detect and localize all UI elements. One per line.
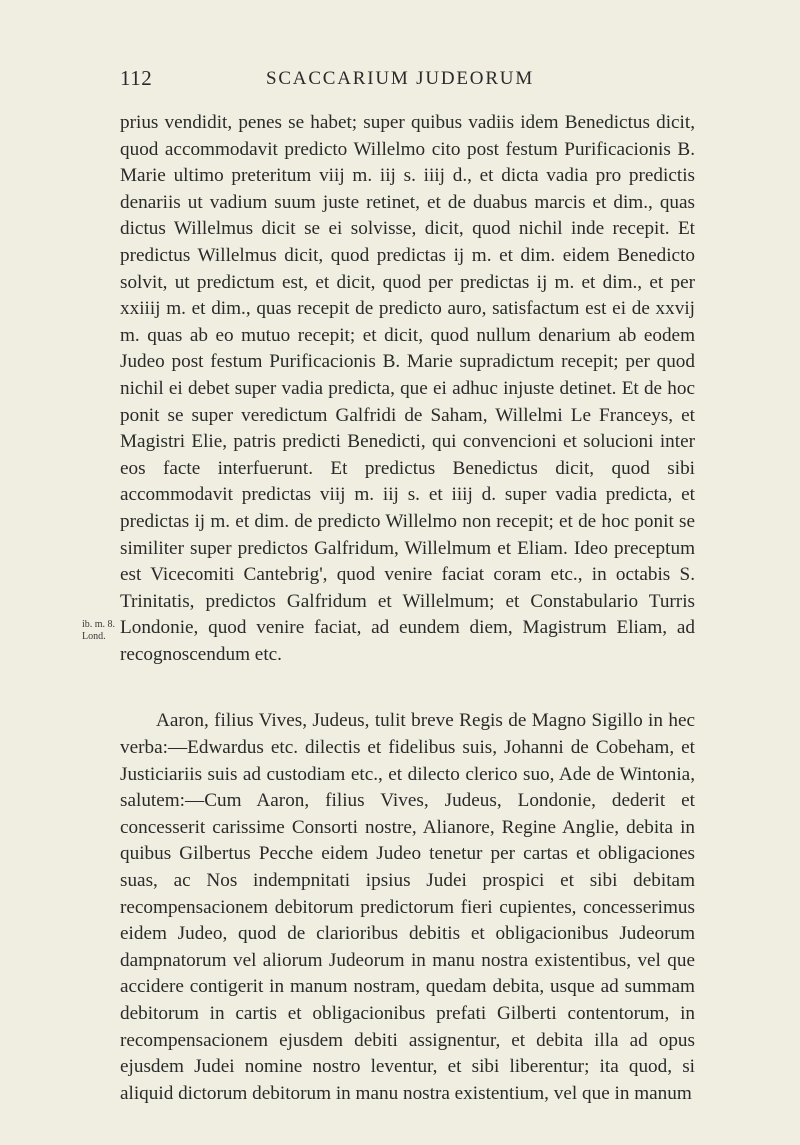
paragraph-2: Aaron, filius Vives, Judeus, tulit breve Regis de Magno Sigillo in hec verba:—Edwardus etc. dilectis et fidelibus suis, Johanni de Cobeham, et Justiciariis suis ad custodiam etc., et dilecto clerico suo, Ade de Wintonia, salutem:—Cum Aaron, filius Vives, Judeus, Londonie, dederit et concesserit carissime Consorti nostre, Alianore, Regine Anglie, debita in quibus Gilbertus Pecche eidem Judeo tenetur per cartas et obligaciones suas, ac Nos indempnitati ipsius Judei prospici et sibi debitam recompensacionem debitorum predictorum fieri cupientes, concesserimus eidem Judeo, quod de clarioribus debitis et obligacionibus Judeorum dampnatorum vel aliorum Judeorum in manu nostra existentibus, vel que accidere contigerit in manum nostram, quedam debita, usque ad summam debitorum in cartis et obligacionibus prefati Gilberti contentorum, in recompensacionem ejusdem debiti assignentur, et debita illa ad opus ejusdem Judei nomine nostro leventur, et sibi liberentur; ita quod, si aliquid dictorum debitorum in manu nostra existentium, vel que in manum: [120, 710, 695, 1104]
margin-note-line-1: ib. m. 8.: [82, 619, 116, 630]
page-header: [120, 66, 680, 96]
paragraph-1: prius vendidit, penes se habet; super quibus vadiis idem Benedictus dicit, quod accommodavit predicto Willelmo cito post festum Purificacionis B. Marie ultimo preteritum viij m. iij s. iiij d., et dicta vadia pro predictis denariis ut vadium suum juste retinet, et de duabus marcis et dim., quas dictus Willelmus dicit se ei solvisse, dicit, quod nichil inde recepit. Et predictus Willelmus dicit, quod predictas ij m. et dim. eidem Benedicto solvit, ut predictum est, et dicit, quod per predictas ij m. et dim., et per xxiiij m. et dim., quas recepit de predicto auro, satisfactum est ei de xxvij m. quas ab eo mutuo recepit; et dicit, quod nullum denarium ab eodem Judeo post festum Purificacionis B. Marie supradictum recepit; per quod nichil ei debet super vadia predicta, que ei adhuc injuste detinet. Et de hoc ponit se super veredictum Galfridi de Saham, Willelmi Le Franceys, et Magistri Elie, patris predicti Benedicti, qui convencioni et solucioni inter eos facte interfuerunt. Et predictus Benedictus dicit, quod sibi accommodavit predictas viij m. iij s. et iiij d. super vadia predicta, et predictas ij m. et dim. de predicto Willelmo non recepit; et de hoc ponit se similiter super predictos Galfridum, Willelmum et Eliam. Ideo preceptum est Vicecomiti Cantebrig', quod venire faciat coram etc., in octabis S. Trinitatis, predictos Galfridum et Willelmum; et Constabulario Turris Londonie, quod venire faciat, ad eundem diem, Magistrum Eliam, ad recognoscendum etc.: [120, 112, 695, 665]
margin-note: [82, 619, 115, 643]
body-text: [120, 110, 695, 1107]
page-number: 112: [120, 66, 153, 90]
running-title: SCACCARIUM JUDEORUM: [265, 68, 535, 89]
margin-note-line-2: Lond.: [82, 631, 106, 642]
